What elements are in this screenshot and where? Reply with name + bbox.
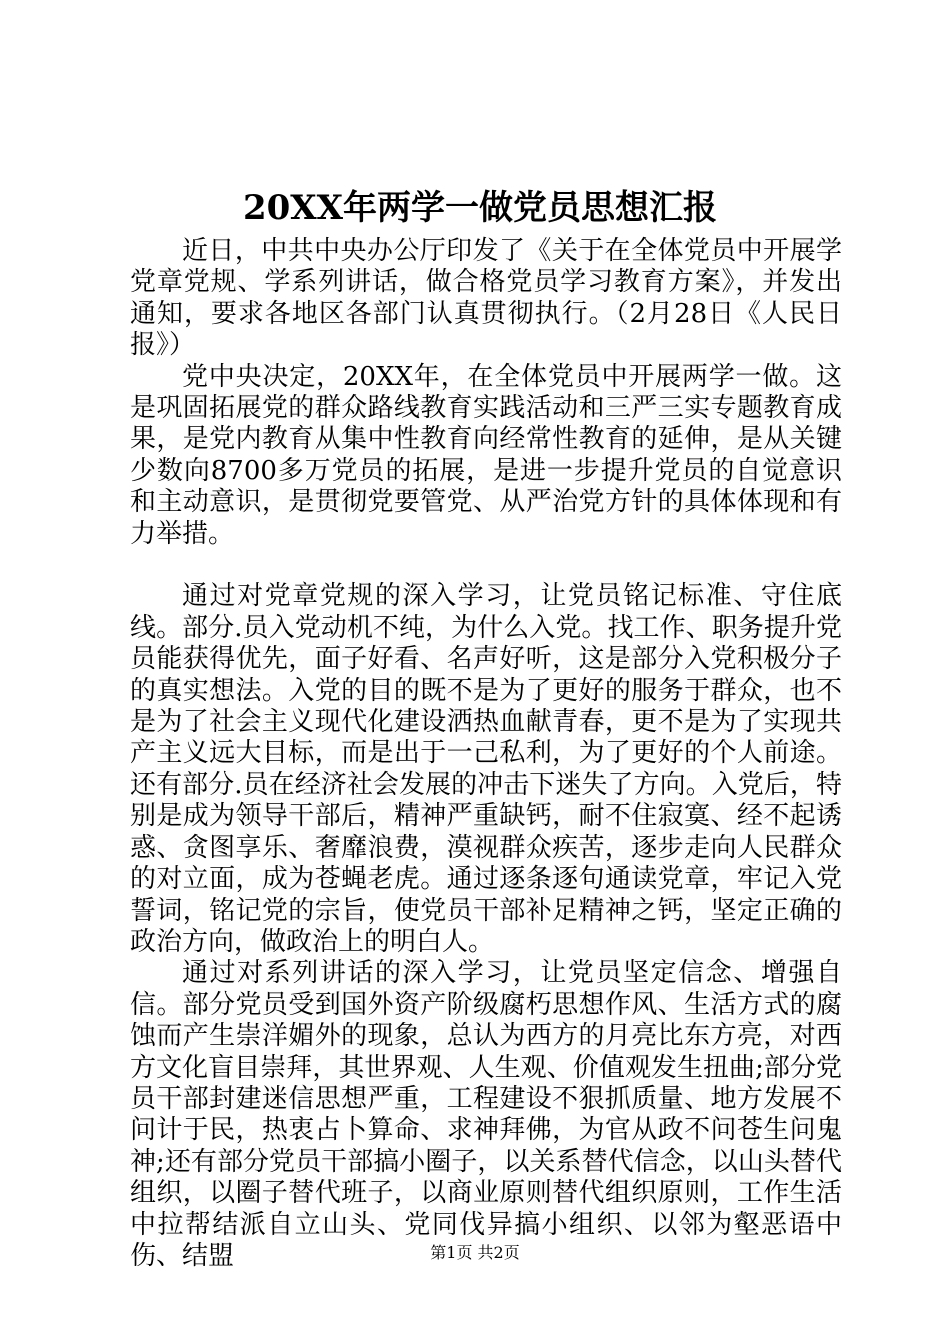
- paragraph-2: 党中央决定，20XX年，在全体党员中开展两学一做。这是巩固拓展党的群众路线教育实践活动和三严三实专题教育成果，是党内教育从集中性教育向经常性教育的延伸，是从关键少数向8700多万党员的拓展，是进一步提升党员的自觉意识和主动意识，是贯彻党要管党、从严治党方针的具体体现和有力举措。: [130, 361, 842, 549]
- paragraph-3: 通过对党章党规的深入学习，让党员铭记标准、守住底线。部分.员入党动机不纯，为什么入党。找工作、职务提升党员能获得优先，面子好看、名声好听，这是部分入党积极分子的真实想法。入党的目的既不是为了更好的服务于群众，也不是为了社会主义现代化建设洒热血献青春，更不是为了实现共产主义远大目标，而是出于一己私利，为了更好的个人前途。还有部分.员在经济社会发展的冲击下迷失了方向。入党后，特别是成为领导干部后，精神严重缺钙，耐不住寂寞、经不起诱惑、贪图享乐、奢靡浪费，漠视群众疾苦，逐步走向人民群众的对立面，成为苍蝇老虎。通过逐条逐句通读党章，牢记入党誓词，铭记党的宗旨，使党员干部补足精神之钙，坚定正确的政治方向，做政治上的明白人。: [130, 581, 842, 957]
- document-body: [130, 236, 842, 1272]
- page-footer: 第1页 共2页: [430, 1243, 520, 1262]
- document-title: 20XX年两学一做党员思想汇报: [242, 188, 718, 228]
- paragraph-1: 近日，中共中央办公厅印发了《关于在全体党员中开展学党章党规、学系列讲话，做合格党员学习教育方案》，并发出通知，要求各地区各部门认真贯彻执行。（2月28日《人民日报》）: [130, 236, 842, 361]
- paragraph-spacer: [130, 550, 842, 581]
- paragraph-4: 通过对系列讲话的深入学习，让党员坚定信念、增强自信。部分党员受到国外资产阶级腐朽思想作风、生活方式的腐蚀而产生崇洋媚外的现象，总认为西方的月亮比东方亮，对西方文化盲目崇拜，其世界观、人生观、价值观发生扭曲;部分党员干部封建迷信思想严重，工程建设不狠抓质量、地方发展不问计于民，热衷占卜算命、求神拜佛，为官从政不问苍生问鬼神;还有部分党员干部搞小圈子，以关系替代信念，以山头替代组织，以圈子替代班子，以商业原则替代组织原则，工作生活中拉帮结派自立山头、党同伐异搞小组织、以邻为壑恶语中伤、结盟: [130, 958, 842, 1271]
